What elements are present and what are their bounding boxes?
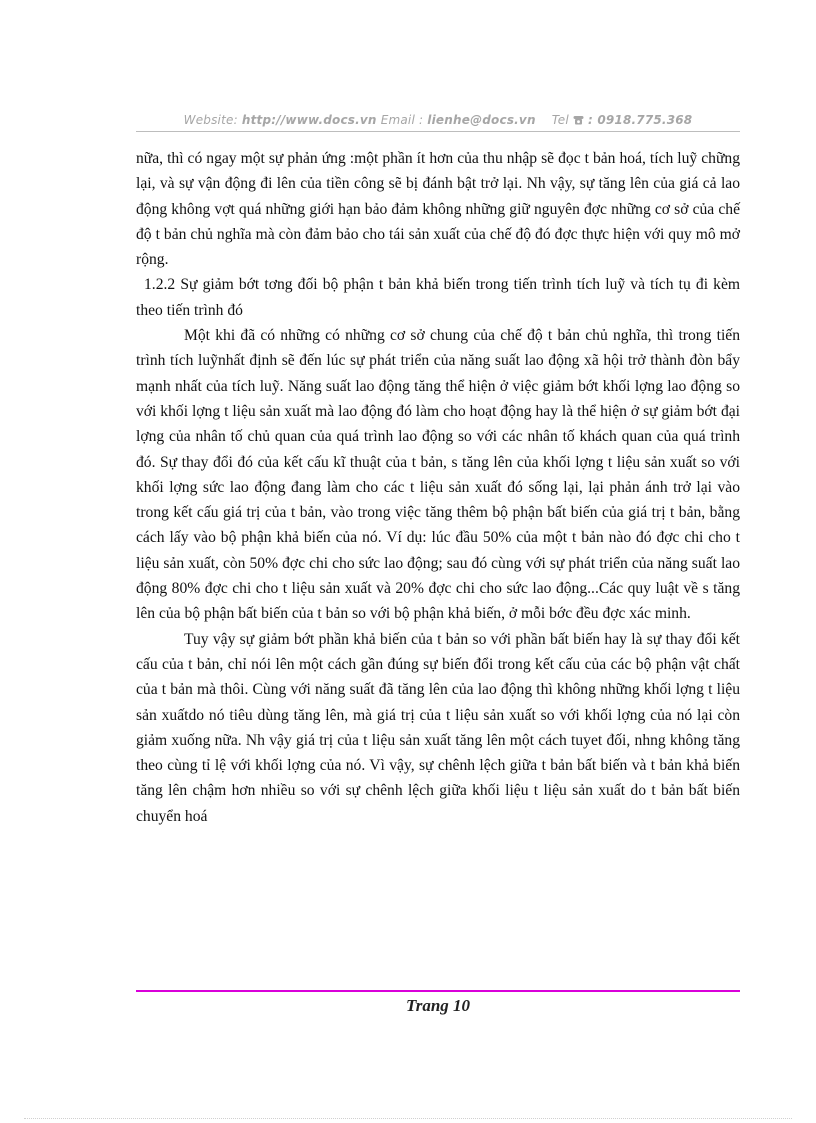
page-number: Trang 10 bbox=[405, 996, 471, 1015]
phone-icon bbox=[573, 113, 588, 127]
page-bottom-border bbox=[24, 1118, 792, 1119]
document-body bbox=[136, 146, 740, 829]
tel-number: : 0918.775.368 bbox=[587, 113, 693, 127]
paragraph: Một khi đã có những có những cơ sở chung của chế độ t bản chủ nghĩa, thì trong tiến trình tích luỹnhất định sẽ đến lúc sự phát triển của năng suất lao động xã hội trở thành đòn bẩy mạnh nhất của tích luỹ. Năng suất lao động tăng thể hiện ở việc giảm bớt khối lợng lao động so với khối lợng t liệu sản xuất mà lao động đó làm cho hoạt động hay là thể hiện ở sự giảm bớt đại lợng của nhân tố chủ quan của quá trình lao động so với các nhân tố khách quan của quá trình đó. Sự thay đổi đó của kết cấu kĩ thuật của t bản, s tăng lên của khối lợng t liệu sản xuất so với khối lợng sức lao động đang làm cho các t liệu sản xuất đó sống lại, lại phản ánh trở lại vào trong kết cấu giá trị của t bản, vào trong việc tăng thêm bộ phận bất biến của giá trị t bản, bằng cách lấy vào bộ phận khả biến của nó. Ví dụ: lúc đầu 50% của một t bản nào đó đợc chi cho t liệu sản xuất, còn 50% đợc chi cho sức lao động; sau đó cùng với sự phát triển của năng suất lao động 80% đợc chi cho t liệu sản xuất và 20% đợc chi cho sức lao động...Các quy luật về s tăng lên của bộ phận bất biến của t bản so với bộ phận khả biến, ở mỗi bớc đều đợc xác minh. bbox=[136, 327, 740, 623]
section-heading: 1.2.2 Sự giảm bớt tơng đối bộ phận t bản khả biến trong tiến trình tích luỹ và tích tụ đi kèm theo tiến trình đó bbox=[136, 276, 740, 319]
email-link[interactable]: lienhe@docs.vn bbox=[427, 113, 536, 127]
header-divider bbox=[136, 131, 740, 132]
page-header bbox=[136, 113, 740, 127]
footer-divider bbox=[136, 990, 740, 992]
paragraph: Tuy vậy sự giảm bớt phần khả biến của t bản so với phần bất biến hay là sự thay đổi kết cấu của t bản, chỉ nói lên một cách gần đúng sự biến đổi trong kết cấu của các bộ phận vật chất của t bản mà thôi. Cùng với năng suất đã tăng lên của lao động thì không những khối lợng t liệu sản xuấtdo nó tiêu dùng tăng lên, mà giá trị của t liệu sản xuất so với khối lợng của nó lại còn giảm xuống nữa. Nh vậy giá trị của t liệu sản xuất tăng lên một cách tuyet đối, nhng không tăng theo cùng tỉ lệ với khối lợng của nó. Vì vậy, sự chênh lệch giữa t bản bất biến và t bản khả biến tăng lên chậm hơn nhiều so với sự chênh lệch giữa khối liệu t liệu sản xuất do t bản bất biến chuyển hoá bbox=[136, 630, 740, 825]
website-label: Website: bbox=[183, 113, 238, 127]
tel-label: Tel bbox=[551, 113, 569, 127]
paragraph: nữa, thì có ngay một sự phản ứng :một phần ít hơn của thu nhập sẽ đọc t bản hoá, tích luỹ chững lại, và sự vận động đi lên của tiền công sẽ bị đánh bật trở lại. Nh vậy, sự tăng lên của giá cả lao động không vợt quá những giới hạn bảo đảm không những giữ nguyên đợc những cơ sở của chế độ t bản chủ nghĩa mà còn đảm bảo cho tái sản xuất của chế độ đó đợc thực hiện với quy mô mở rộng. bbox=[136, 150, 740, 269]
email-label: Email : bbox=[380, 113, 424, 127]
website-link[interactable]: http://www.docs.vn bbox=[241, 113, 377, 127]
